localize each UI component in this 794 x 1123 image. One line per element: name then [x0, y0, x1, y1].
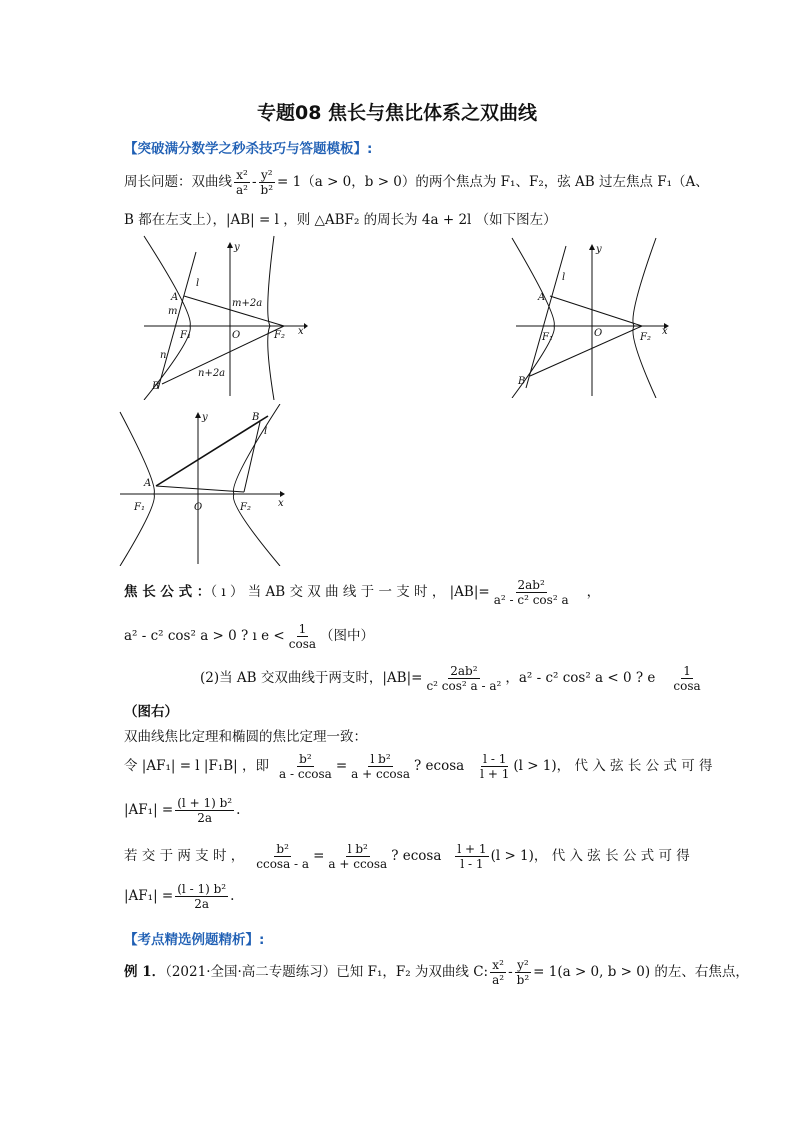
perimeter-line-1 [124, 168, 709, 197]
example-text: 已知 F₁，F₂ 为双曲线 C: [336, 964, 489, 980]
case-1-condition-text: a² - c² cos² a > 0 ? ı e < [124, 628, 285, 644]
m2a-label: m+2a [232, 298, 263, 309]
ratio-2a-numerator: b² [276, 842, 289, 856]
result-2-end: . [230, 888, 235, 904]
result-1-fraction [175, 796, 234, 825]
ratio-1b-denominator: a + ccosa [351, 767, 410, 781]
ratio-line-2-suffix: ， 代 入 弦 长 公 式 可 得 [533, 848, 690, 864]
right-branch [633, 238, 656, 398]
hyperbola-x-fraction [234, 168, 250, 197]
right-branch [233, 404, 280, 566]
ratio-2b-denominator: a + ccosa [328, 857, 388, 871]
segment-bf2 [244, 422, 260, 492]
example-y-fraction [515, 958, 532, 987]
focal-length-case-2 [200, 664, 705, 693]
ratio-1a-numerator: b² [299, 752, 312, 766]
segment-af2 [550, 296, 642, 326]
ratio-2-condition: (l > 1) [490, 848, 534, 864]
ratio-line-2-prefix: 若 交 于 两 支 时 ， [124, 848, 245, 864]
section-heading-examples: 【考点精选例题精析】: [124, 932, 265, 948]
ratio-1c-denominator: l + 1 [480, 767, 510, 781]
ratio-line-1-suffix: ， 代 入 弦 长 公 式 可 得 [556, 758, 713, 774]
case-2-numerator: 2ab² [450, 664, 478, 678]
f1-label: F₁ [180, 330, 191, 341]
ratio-2-mid: ? ecosa [391, 848, 442, 864]
f1-label: F₁ [542, 332, 553, 343]
case-2-condition: ，a² - c² cos² a < 0 ? e [505, 670, 656, 686]
case-1-cond-denominator: cosa [288, 637, 317, 651]
ratio-2-fraction-a [254, 842, 311, 871]
ratio-2c-denominator: l - 1 [460, 857, 484, 871]
perimeter-prefix: 周长问题：双曲线 [124, 174, 232, 190]
ratio-1-mid: ? ecosa [413, 758, 465, 774]
case-1-text: （ ı ） 当 AB 交 双 曲 线 于 一 支 时 ， |AB|= [210, 584, 490, 600]
line-l-label: l [196, 278, 200, 289]
case-1-numerator: 2ab² [517, 578, 545, 592]
right-branch [268, 236, 274, 400]
point-b-label: B [152, 381, 160, 392]
y-axis-label: y [234, 242, 240, 253]
y-axis-arrow [195, 412, 201, 418]
chord-line [526, 246, 566, 388]
y-denominator: b² [260, 183, 274, 197]
example-label: 例 1． [124, 964, 166, 980]
result-1-numerator: (l + 1) b² [177, 796, 233, 810]
case-2-note: （图右） [124, 704, 178, 720]
case-1-condition-fraction [287, 622, 318, 651]
y-axis-label: y [596, 244, 602, 255]
x-axis-arrow [280, 491, 285, 497]
case-1-cond-numerator: 1 [298, 622, 307, 636]
m-label: m [168, 306, 178, 317]
result-1-prefix: |AF₁| = [124, 802, 174, 818]
result-2-numerator: (l - 1) b² [177, 882, 227, 896]
x-numerator: x² [236, 168, 248, 182]
focal-ratio-line-1 [124, 752, 713, 781]
x-axis-arrow [304, 323, 308, 329]
point-a-label: A [171, 292, 179, 303]
section-heading-method: 【突破满分数学之秒杀技巧与答题模板】: [124, 141, 373, 157]
point-a-label: A [144, 478, 152, 489]
perimeter-conditions: = 1（a > 0，b > 0）的两个焦点为 F₁、F₂，弦 AB 过左焦点 F₁（A、 [277, 174, 709, 190]
f2-label: F₂ [274, 330, 285, 341]
ratio-1-fraction-c [478, 752, 511, 781]
f2-label: F₂ [240, 502, 251, 513]
focal-ratio-result-2 [124, 882, 234, 911]
example-y-denominator: b² [516, 973, 530, 987]
ratio-2-fraction-b [326, 842, 389, 871]
n-label: n [160, 350, 167, 361]
ratio-2-equals: = [313, 848, 325, 864]
left-branch [512, 238, 554, 398]
figure-two-branches [118, 404, 290, 566]
example-tail: = 1(a > 0, b > 0) 的左、右焦点， [533, 964, 749, 980]
ratio-1-fraction-a [277, 752, 334, 781]
focal-length-heading: 焦 长 公 式 ： [124, 584, 211, 600]
line-l-label: l [562, 272, 566, 283]
line-l-label: l [264, 426, 268, 437]
case-2-fraction [424, 664, 503, 693]
case-2-condition-fraction [671, 664, 702, 693]
x-denominator: a² [236, 183, 248, 197]
figure-one-branch-left [124, 234, 308, 400]
ratio-1-condition: (l > 1) [513, 758, 557, 774]
focal-length-case-1-condition [124, 622, 374, 651]
result-2-denominator: 2a [194, 897, 210, 911]
segment-af2 [156, 486, 244, 492]
n2a-label: n+2a [198, 368, 226, 379]
point-b-label: B [252, 412, 260, 423]
example-1: 例 1．（2021·全国·高二专题练习）已知 F₁，F₂ 为双曲线 C: $\frac{\text{x²}}{\text{a²}}$ - $\frac{\text{y²}}{\text{b²}}$ = 1(a > 0, b > 0) 的左、右焦点， [124, 958, 749, 987]
ratio-1b-numerator: l b² [370, 752, 391, 766]
ratio-1a-denominator: a - ccosa [279, 767, 332, 781]
case-2-denominator: c² cos² a - a² [426, 679, 502, 693]
y-axis-arrow [589, 244, 595, 250]
case-1-denominator: a² - c² cos² a [493, 593, 569, 607]
ratio-1-fraction-b [349, 752, 412, 781]
example-x-denominator: a² [492, 973, 505, 987]
ratio-2a-denominator: ccosa - a [256, 857, 310, 871]
figure-one-branch-right [506, 236, 672, 398]
result-2-fraction [175, 882, 228, 911]
ratio-2b-numerator: l b² [347, 842, 368, 856]
ratio-2c-numerator: l + 1 [457, 842, 487, 856]
origin-label: O [232, 330, 241, 341]
origin-label: O [194, 502, 203, 513]
focal-ratio-intro: 双曲线焦比定理和椭圆的焦比定理一致： [124, 729, 367, 745]
result-2-prefix: |AF₁| = [124, 888, 174, 904]
x-axis-label: x [278, 498, 284, 509]
ratio-1-equals: = [335, 758, 348, 774]
x-axis-label: x [662, 326, 668, 337]
case-2-cond-denominator: cosa [673, 679, 701, 693]
focal-ratio-line-2 [124, 842, 690, 871]
y-axis-label: y [202, 412, 208, 423]
example-x-fraction [490, 958, 506, 987]
ratio-1c-numerator: l - 1 [483, 752, 507, 766]
case-2-cond-numerator: 1 [683, 664, 691, 678]
result-1-end: . [236, 802, 241, 818]
left-branch [144, 236, 190, 400]
f1-label: F₁ [134, 502, 145, 513]
case-1-end: ， [586, 584, 601, 600]
example-x-numerator: x² [492, 958, 504, 972]
case-2-text: (2)当 AB 交双曲线于两支时，|AB|= [200, 670, 423, 686]
hyperbola-y-fraction [259, 168, 276, 197]
minus-sign: - [251, 174, 257, 190]
perimeter-line-2: B 都在左支上），|AB| = l ，则 △ABF₂ 的周长为 4a + 2l （如下图左） [124, 212, 557, 228]
f2-label: F₂ [640, 332, 651, 343]
y-numerator: y² [260, 168, 273, 182]
y-axis-arrow [227, 242, 233, 248]
point-b-label: B [518, 376, 526, 387]
result-1-denominator: 2a [197, 811, 213, 825]
example-source: （2021·全国·高二专题练习） [165, 964, 337, 980]
origin-label: O [594, 328, 603, 339]
focal-length-case-1 [124, 578, 600, 607]
point-a-label: A [538, 292, 546, 303]
case-1-note: （图中） [320, 628, 375, 644]
example-y-numerator: y² [517, 958, 529, 972]
left-branch [120, 412, 154, 566]
focal-ratio-result-1 [124, 796, 240, 825]
case-1-fraction [492, 578, 571, 607]
ratio-line-1-prefix: 令 |AF₁| = l |F₁B| ，即 [124, 758, 270, 774]
ratio-2-fraction-c [455, 842, 488, 871]
x-axis-label: x [298, 326, 304, 337]
page-title: 专题08 焦长与焦比体系之双曲线 [256, 102, 538, 124]
